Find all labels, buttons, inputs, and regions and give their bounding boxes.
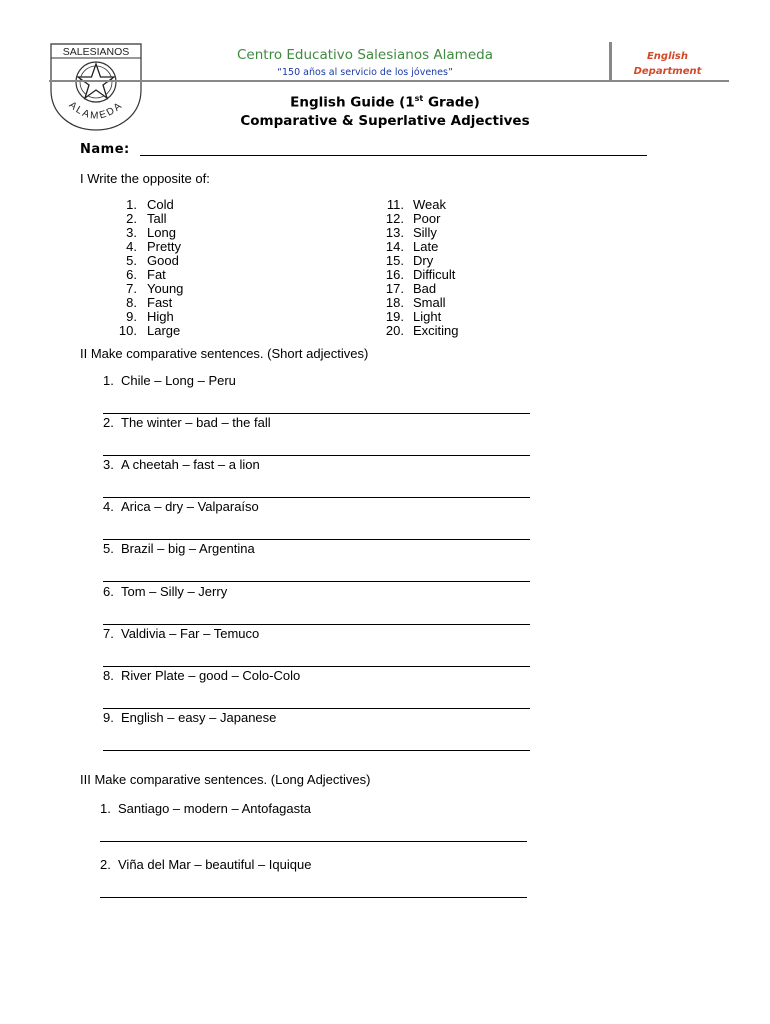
opposite-item xyxy=(118,268,183,282)
item-number: 13. xyxy=(385,225,404,240)
exercise-text: The winter – bad – the fall xyxy=(121,415,271,431)
answer-line[interactable] xyxy=(103,497,530,498)
item-word: Large xyxy=(147,323,181,338)
exercise-number: 6. xyxy=(103,583,114,599)
item-number: 3. xyxy=(126,225,137,240)
exercise-number: 2. xyxy=(103,415,114,431)
item-number: 17. xyxy=(385,281,404,296)
item-number: 18. xyxy=(385,295,404,310)
exercise-text: River Plate – good – Colo-Colo xyxy=(121,667,301,683)
exercise-prompt xyxy=(100,857,311,872)
exercise-number: 1. xyxy=(103,373,114,388)
exercise-text: English – easy – Japanese xyxy=(121,709,277,725)
name-field[interactable] xyxy=(140,155,647,156)
exercise-prompt xyxy=(103,541,255,556)
exercise-number: 8. xyxy=(103,667,114,683)
department-label xyxy=(620,49,715,79)
logo-text-top: SALESIANOS xyxy=(62,46,130,58)
answer-line[interactable] xyxy=(103,624,530,625)
opposites-column-1 xyxy=(118,198,183,338)
exercise-text: Brazil – big – Argentina xyxy=(121,541,255,557)
item-word: Silly xyxy=(413,225,437,240)
name-label: Name: xyxy=(80,142,130,157)
opposite-item xyxy=(118,212,183,226)
department-line1: English xyxy=(646,51,689,62)
item-number: 20. xyxy=(385,323,404,338)
exercise-prompt xyxy=(103,415,271,430)
exercise-text: Tom – Silly – Jerry xyxy=(121,583,228,599)
opposite-item xyxy=(380,324,459,338)
item-word: Exciting xyxy=(413,323,459,338)
exercise-text: Viña del Mar – beautiful – Iquique xyxy=(118,857,312,872)
item-number: 6. xyxy=(126,267,137,282)
opposite-item xyxy=(118,282,183,296)
exercise-number: 3. xyxy=(103,457,114,473)
item-word: Late xyxy=(413,239,439,254)
item-word: Small xyxy=(413,295,446,310)
item-word: Difficult xyxy=(413,267,456,282)
answer-line[interactable] xyxy=(103,455,530,456)
section-1-heading: I Write the opposite of: xyxy=(80,171,210,186)
opposite-item xyxy=(118,198,183,212)
section-2-heading: II Make comparative sentences. (Short adjectives) xyxy=(80,346,369,361)
exercise-number: 7. xyxy=(103,625,114,641)
item-number: 11. xyxy=(386,197,404,212)
answer-line[interactable] xyxy=(103,750,530,751)
answer-line[interactable] xyxy=(100,841,527,842)
item-word: Dry xyxy=(413,253,434,268)
item-word: Bad xyxy=(413,281,437,296)
guide-subtitle: Comparative & Superlative Adjectives xyxy=(240,113,530,129)
item-word: Light xyxy=(413,309,442,324)
exercise-text: Arica – dry – Valparaíso xyxy=(121,499,259,515)
exercise-prompt xyxy=(103,626,259,641)
answer-line[interactable] xyxy=(103,581,530,582)
opposite-item xyxy=(380,240,459,254)
exercise-prompt xyxy=(100,801,311,816)
item-number: 16. xyxy=(385,267,404,282)
opposite-item xyxy=(380,254,459,268)
exercise-prompt xyxy=(103,584,227,599)
answer-line[interactable] xyxy=(103,539,530,540)
exercise-number: 2. xyxy=(100,857,111,872)
item-word: Long xyxy=(147,225,176,240)
item-word: High xyxy=(147,309,174,324)
item-number: 9. xyxy=(126,309,137,324)
opposite-item xyxy=(118,240,183,254)
opposite-item xyxy=(380,296,459,310)
header-divider-vertical xyxy=(609,42,612,82)
item-word: Weak xyxy=(413,197,446,212)
item-word: Fat xyxy=(147,267,166,282)
item-number: 14. xyxy=(385,239,404,254)
exercise-text: A cheetah – fast – a lion xyxy=(121,457,260,473)
department-line2: Department xyxy=(633,66,702,77)
item-word: Fast xyxy=(147,295,173,310)
item-number: 4. xyxy=(126,239,137,254)
item-word: Young xyxy=(147,281,184,296)
exercise-prompt xyxy=(103,457,260,472)
item-number: 5. xyxy=(126,253,137,268)
item-number: 19. xyxy=(385,309,404,324)
header-divider-horizontal xyxy=(49,80,729,82)
exercise-text: Santiago – modern – Antofagasta xyxy=(118,801,311,816)
item-number: 8. xyxy=(126,295,137,310)
exercise-prompt xyxy=(103,499,259,514)
exercise-prompt xyxy=(103,668,300,683)
item-word: Pretty xyxy=(147,239,181,254)
opposite-item xyxy=(118,226,183,240)
item-number: 15. xyxy=(385,253,404,268)
exercise-text: Chile – Long – Peru xyxy=(121,373,236,388)
item-word: Cold xyxy=(147,197,174,212)
opposite-item xyxy=(118,254,183,268)
guide-title: English Guide (1st Grade) xyxy=(290,94,480,111)
opposite-item xyxy=(380,268,459,282)
opposite-item xyxy=(380,282,459,296)
opposite-item xyxy=(118,324,183,338)
exercise-number: 4. xyxy=(103,499,114,515)
item-number: 1. xyxy=(126,197,137,212)
item-word: Tall xyxy=(147,211,167,226)
school-name: Centro Educativo Salesianos Alameda xyxy=(237,47,493,63)
section-3-heading: III Make comparative sentences. (Long Adjectives) xyxy=(80,772,371,787)
opposite-item xyxy=(380,226,459,240)
exercise-number: 1. xyxy=(100,801,111,816)
answer-line[interactable] xyxy=(103,708,530,709)
answer-line[interactable] xyxy=(103,413,530,414)
opposite-item xyxy=(118,310,183,324)
exercise-number: 9. xyxy=(103,709,114,725)
exercise-prompt xyxy=(103,710,276,725)
item-word: Poor xyxy=(413,211,441,226)
opposite-item xyxy=(380,310,459,324)
exercise-text: Valdivia – Far – Temuco xyxy=(121,625,260,641)
school-motto: “150 años al servicio de los jóvenes” xyxy=(277,67,453,78)
item-word: Good xyxy=(147,253,179,268)
item-number: 10. xyxy=(118,323,137,338)
opposites-column-2 xyxy=(380,198,459,338)
exercise-number: 5. xyxy=(103,541,114,557)
exercise-prompt xyxy=(103,373,236,388)
answer-line[interactable] xyxy=(103,666,530,667)
opposite-item xyxy=(380,212,459,226)
opposite-item xyxy=(380,198,459,212)
answer-line[interactable] xyxy=(100,897,527,898)
logo-text-bottom: ALAMEDA xyxy=(66,99,126,122)
item-number: 7. xyxy=(126,281,137,296)
item-number: 2. xyxy=(126,211,137,226)
opposite-item xyxy=(118,296,183,310)
item-number: 12. xyxy=(385,211,404,226)
